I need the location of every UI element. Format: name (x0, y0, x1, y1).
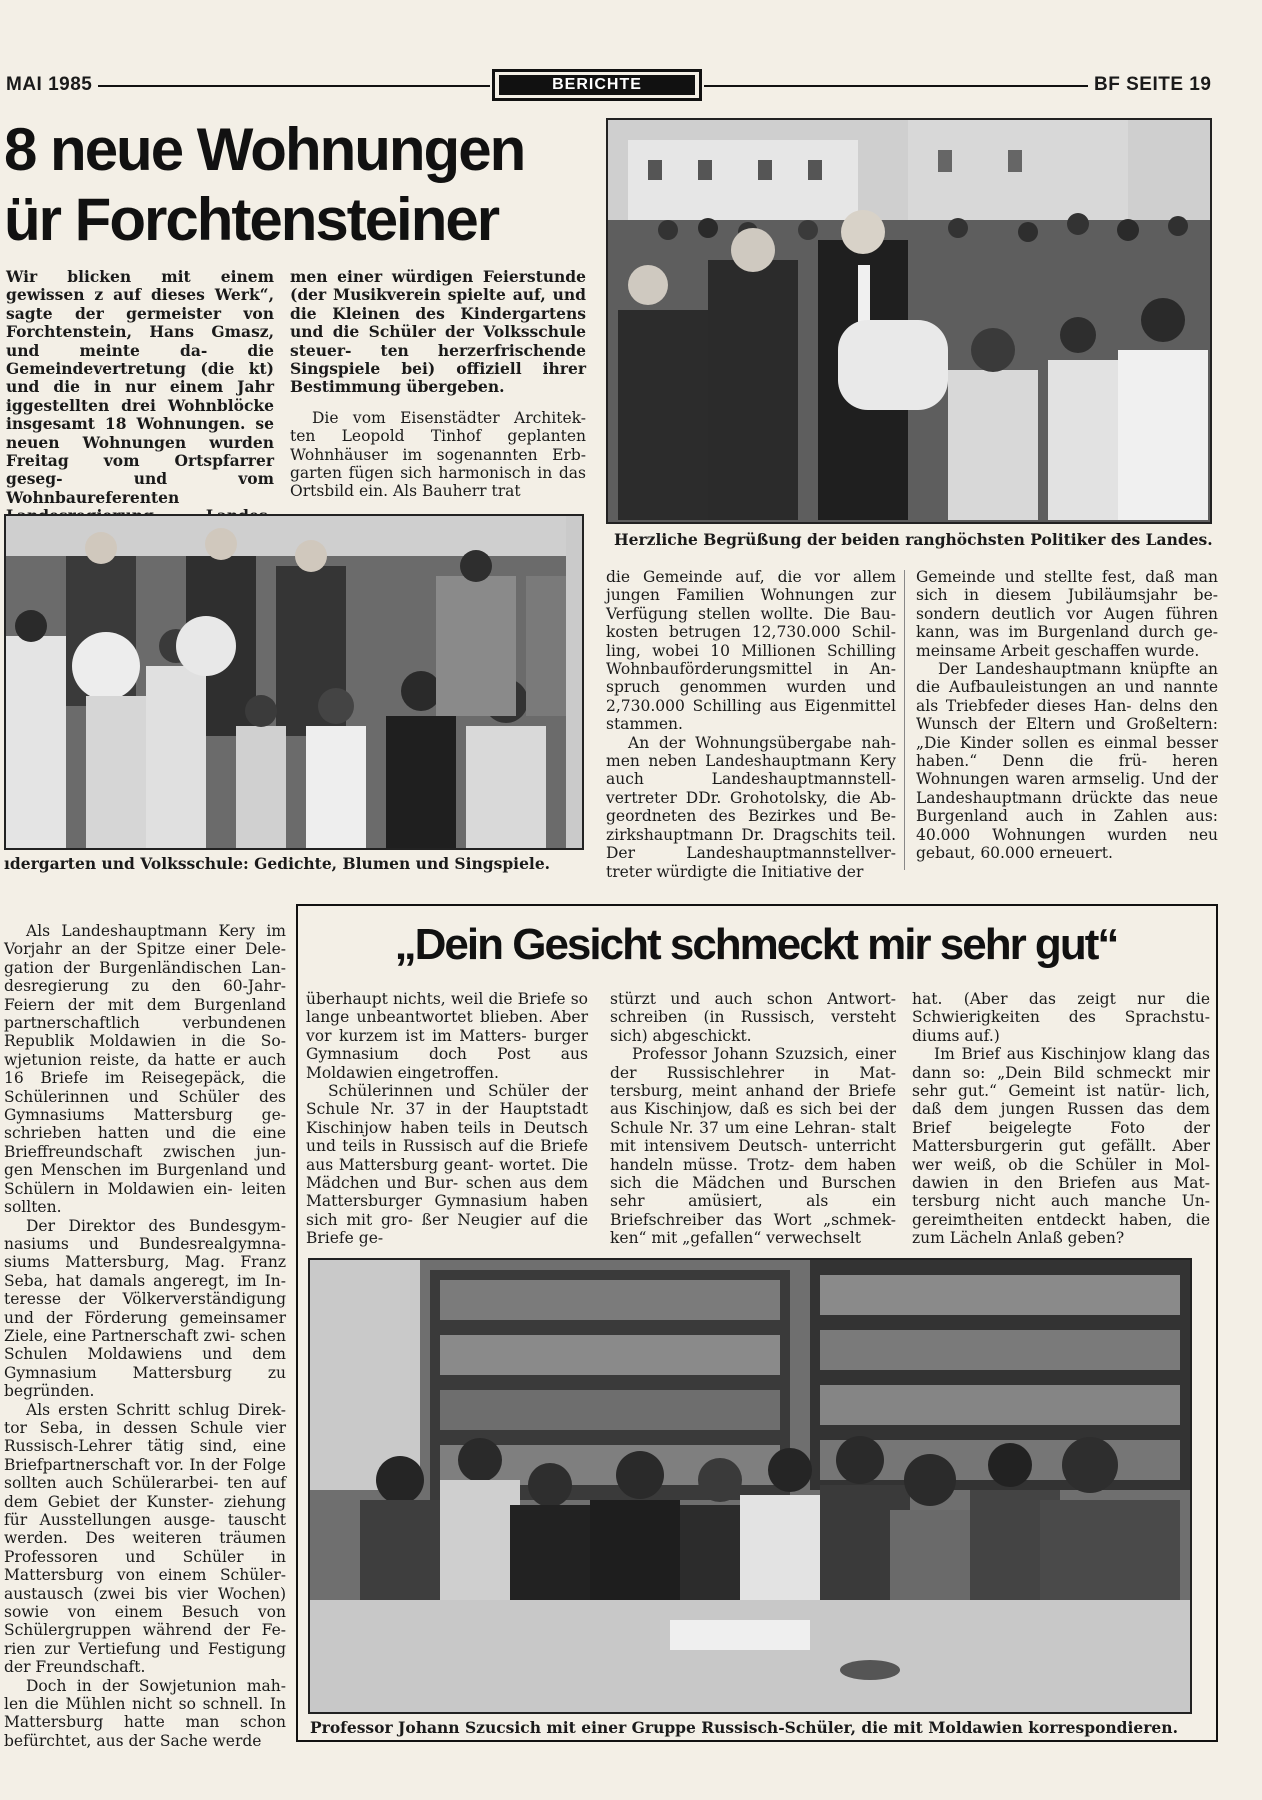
article1-body-text-3b: An der Wohnungsübergabe nah- men neben Landeshauptmann Kery auch Landeshauptmannstell- vertreter DDr. Grohotolsky, die Ab- geordneten des Bezirkes und Be- zirkshauptmann Dr. Dragschits teil. Der Landeshauptmannstellver- treter würdigte die Initiative der (606, 733, 896, 881)
masthead-rule-right (704, 85, 1088, 87)
photo-students-image (310, 1260, 1190, 1712)
caption-kindergarten: ıdergarten und Volksschule: Gedichte, Blumen und Singspiele. (4, 854, 551, 873)
article2-column-3 (610, 990, 896, 1254)
article1-headline-line1: 8 neue Wohnungen (4, 116, 525, 183)
section-label-box (492, 69, 702, 101)
caption-students: Professor Johann Szucsich mit einer Gruppe Russisch-Schüler, die mit Moldawien korrespondieren. (310, 1718, 1178, 1737)
article1-headline-line2: ür Forchtensteiner (4, 186, 499, 253)
section-label: BERICHTE (499, 75, 695, 95)
column-divider (904, 570, 905, 870)
article2-column-2 (306, 990, 588, 1254)
article1-lead-text-2: men einer würdigen Feierstunde (der Musikverein spielte auf, und die Kleinen des Kindergartens und die Schüler der Volksschule steuer- ten herzerfrischende Singspiele bei) offiziell ihrer Bestimmung übergeben. (290, 267, 586, 397)
article2-text-1d: Doch in der Sowjetunion mah- len die Mühlen nicht so schnell. In Mattersburg hatte man schon befürchtet, aus der Sache werde (4, 1676, 286, 1750)
article1-lead-text-1: Wir blicken mit einem gewissen z auf dieses Werk“, sagte der germeister von Forchtenstein, Hans Gmasz, und meinte da- die Gemeindevertretung (die kt) und die in nur einem Jahr iggestellten drei Wohnblöcke insgesamt 18 Wohnungen. se neuen Wohnungen wurden Freitag vom Ortspfarrer geseg- und vom Wohnbaureferenten (6, 267, 274, 507)
masthead-rule-left (98, 85, 490, 87)
article1-body-text-3: die Gemeinde auf, die vor allem jungen Familien Wohnungen zur Verfügung stellen wollte. Die Bau- kosten betrugen 12,730.000 Schil- ling, wobei 10 Millionen Schilling Wohnbauförderungsmittel in An- spruch genommen wurden und 2,730.000 Schilling aus Eigenmittel stammen. (606, 568, 896, 734)
page-number: BF SEITE 19 (1094, 74, 1212, 95)
article1-body-text-4: Gemeinde und stellte fest, daß man sich in diesem Jubiläumsjahr be- sondern deutlich vor Augen führen kann, was im Burgenland durch ge- meinsame Arbeit geschaffen wurde. (916, 568, 1218, 660)
photo-politicians-greeting (606, 118, 1212, 524)
article2-text-1c: Als ersten Schritt schlug Direk- tor Seba, in dessen Schule vier Russisch-Lehrer tätig sind, eine Briefpartnerschaft vor. In der Folge sollten auch Schülerarbei- ten auf dem Gebiet der Kunster- ziehung für Ausstellungen ausge- tauscht werden. Des weiteren träumen Professoren und Schüler in Mattersburg von einem Schüler- austausch (zwei bis vier Wochen) sowie von einem Besuch von Schülergruppen während der Fe- rien zur Vertiefung und Festigung der Freundschaft. (4, 1400, 286, 1677)
article2-text-4b: Im Brief aus Kischinjow klang das dann so: „Dein Bild schmeckt mir sehr gut.“ Gemeint ist natür- lich, daß dem jungen Russen das dem Brief beigelegte Foto der Mattersburgerin gut gefällt. Aber wer weiß, ob die Schüler in Mol- dawien in den Briefen aus Mat- tersburg nicht auch manche Un- gereimtheiten entdeckt haben, die zum Lächeln Anlaß geben? (912, 1045, 1210, 1248)
article1-column-4 (916, 568, 1218, 878)
issue-date: MAI 1985 (6, 74, 93, 95)
article1-column-3 (606, 568, 896, 881)
photo-russian-students (308, 1258, 1192, 1714)
article1-body-text-4b: Der Landeshauptmann knüpfte an die Aufbauleistungen an und nannte als Triebfeder dieses Han- delns den Wunsch der Eltern und Großeltern: „Die Kinder sollen es einmal besser haben.“ Denn die frü- heren Wohnungen waren armselig. Und der Landeshauptmann drückte das neue Burgenland auch in Zahlen aus: 40.000 Wohnungen wurden neu gebaut, 60.000 erneuert. (916, 660, 1218, 863)
article2-text-3: stürzt und auch schon Antwort- schreiben (in Russisch, versteht sich) abgeschickt. (610, 990, 896, 1045)
article1-column-2 (290, 268, 586, 500)
article2-text-2: überhaupt nichts, weil die Briefe so lange unbeantwortet blieben. Aber vor kurzem ist im Matters- burger Gymnasium doch Post aus Moldawien eingetroffen. (306, 990, 588, 1082)
article2-headline: „Dein Gesicht schmeckt mir sehr gut“ (394, 920, 1118, 969)
photo-kindergarten-image (6, 516, 582, 848)
photo-politicians-image (608, 120, 1210, 522)
article2-text-1b: Der Direktor des Bundesgym- nasiums und Bundesrealgymna- siums Mattersburg, Mag. Franz Seba, hat damals angeregt, im In- teresse der Völkerverständigung und der Förderung gemeinsamer Ziele, eine Partnerschaft zwi- schen Schulen Moldawiens und dem Gymnasium Mattersburg zu begründen. (4, 1216, 286, 1401)
article2-column-1 (4, 922, 286, 1782)
article2-column-4 (912, 990, 1210, 1254)
article2-text-2b: Schülerinnen und Schüler der Schule Nr. 37 in der Hauptstadt Kischinjow haben teils in Deutsch und teils in Russisch auf die Briefe aus Mattersburg geant- wortet. Die Mädchen und Bur- schen aus dem Mattersburger Gymnasium haben sich mit gro- ßer Neugier auf die Briefe ge- (306, 1082, 588, 1248)
article2-text-4: hat. (Aber das zeigt nur die Schwierigkeiten des Sprachstu- diums auf.) (912, 990, 1210, 1045)
article1-body-text-2: Die vom Eisenstädter Architek- ten Leopold Tinhof geplanten Wohnhäuser im sogenannten Erb- garten fügen sich harmonisch in das Ortsbild ein. Als Bauherr trat (290, 408, 586, 501)
photo-kindergarten (4, 514, 584, 850)
article2-text-1: Als Landeshauptmann Kery im Vorjahr an der Spitze einer Dele- gation der Burgenländischen Lan- desregierung zu den 60-Jahr- Feiern der mit dem Burgenland partnerschaftlich verbundenen Republik Moldawien in die So- wjetunion reiste, da hatte er auch 16 Briefe im Reisegepäck, die Schülerinnen und Schüler des Gymnasiums Mattersburg ge- schrieben hatten und die eine Brieffreundschaft zwischen jun- gen Menschen im Burgenland und Schülern in Moldawien ein- leiten sollten. (4, 922, 286, 1217)
caption-politicians: Herzliche Begrüßung der beiden ranghöchsten Politiker des Landes. (614, 530, 1213, 549)
article2-text-3b: Professor Johann Szuzsich, einer der Russischlehrer in Mat- tersburg, meint anhand der Briefe aus Kischinjow, daß es sich bei der Schule Nr. 37 um eine Lehran- stalt mit intensivem Deutsch- unterricht handeln müsse. Trotz- dem haben sich die Mädchen und Burschen sehr amüsiert, als ein Briefschreiber das Wort „schmek- ken“ mit „gefallen“ verwechselt (610, 1045, 896, 1248)
article1-lead-column-1 (6, 267, 274, 507)
